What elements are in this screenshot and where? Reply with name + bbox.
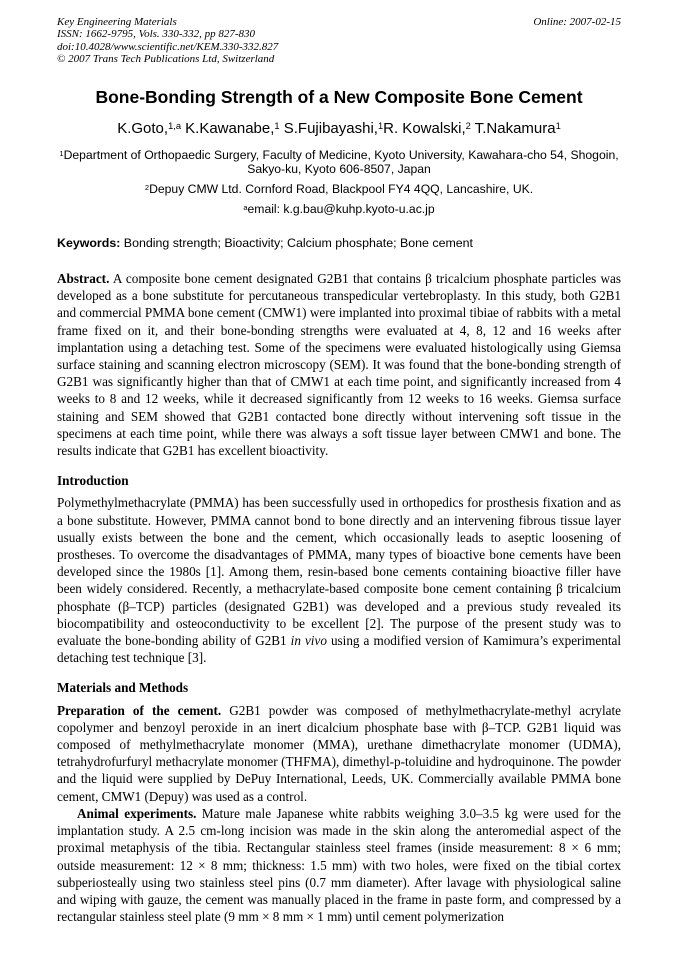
text-run: a [243, 202, 248, 212]
text-run: using a modified version of Kamimura’s experimental detaching test technique [3]. [57, 633, 621, 666]
text-run: S.Fujibayashi, [279, 120, 378, 138]
journal-name: Key Engineering Materials [57, 16, 177, 28]
text-run: 2 [465, 121, 471, 132]
text-run: 1 [377, 121, 384, 132]
text-run: Preparation of the cement. [57, 702, 222, 718]
text-run: A composite bone cement designated G2B1 that contains β tricalcium phosphate particles was developed as a bone substitute for percutaneous transpedicular vertebroplasty. In this study, both G2B1 and commercial PMMA bone cement (CMW1) were implanted into proximal tibiae of rabbits with a metal frame fixed on it, and their bone-bonding strengths were evaluated at 4, 8, 12 and 16 weeks after implantation using a detaching test. Some of the specimens were evaluated histologically using Giemsa surface staining and scanning electron microscopy (SEM). It was found that the bone-bonding strength of G2B1 was significantly higher than that of CMW1 at each time point, and significantly increased from 4 weeks to 8 and 12 weeks, while it decreased significantly from 12 weeks to 16 weeks. Giemsa surface staining and SEM showed that G2B1 contacted bone directly without intervening soft tissue in the specimens at each time point, while there was always a soft tissue layer between CMW1 and bone. The results indicate that G2B1 has excellent bioactivity. [57, 271, 621, 459]
affiliation-2 [57, 182, 621, 196]
affiliation-1 [57, 148, 621, 176]
paper-title: Bone-Bonding Strength of a New Composite Bone Cement [95, 87, 583, 108]
text-run: Animal experiments. [77, 805, 197, 821]
doi-line: doi:10.4028/www.scientific.net/KEM.330-332.827 [57, 40, 279, 53]
keywords-line [57, 236, 621, 251]
online-date: Online: 2007-02-15 [533, 16, 621, 28]
issn-line: ISSN: 1662-9795, Vols. 330-332, pp 827-830 [57, 28, 255, 41]
text-run: R. Kowalski, [383, 120, 466, 138]
section-heading-materials-and-methods: Materials and Methods [57, 680, 189, 696]
text-run: 1 [274, 121, 280, 132]
preparation-of-cement-paragraph [57, 702, 621, 805]
publication-info [57, 16, 278, 65]
text-run: Abstract. [57, 271, 110, 286]
email-line [57, 202, 621, 216]
text-run: 2 [144, 182, 150, 192]
text-run: Department of Orthopaedic Surgery, Faculty of Medicine, Kyoto University, Kawahara-cho 54, Shogoin, Sakyo-ku, Kyoto 606-8507, Japan [63, 148, 619, 177]
publication-header [57, 16, 621, 65]
text-run: in vivo [290, 633, 327, 649]
text-run: Mature male Japanese white rabbits weighing 3.0–3.5 kg were used for the implantation study. A 2.5 cm-long incision was made in the skin along the anteromedial aspect of the proximal metaphysis of the tibia. Rectangular stainless steel frames (inside measurement: 8 × 6 mm; outside measurement: 12 × 8 mm; thickness: 1.5 mm) with two holes, were fixed on the tibial cortex subperiosteally using two stainless steel pins (0.7 mm diameter). After lavage with physiological saline and wiping with gauze, the cement was manually placed in the frame in paste form, and compressed by a rectangular stainless steel plate (9 mm × 8 mm × 1 mm) until cement polymerization [57, 805, 621, 925]
abstract-paragraph [57, 270, 621, 459]
copyright-line: © 2007 Trans Tech Publications Ltd, Switzerland [57, 52, 275, 65]
authors-line [57, 120, 621, 139]
text-run: K.Goto, [117, 120, 169, 138]
text-run: T.Nakamura [470, 120, 556, 138]
text-run: G2B1 powder was composed of methylmethacrylate-methyl acrylate copolymer and benzoyl peroxide in an inert dicalcium phosphate base with β–TCP. G2B1 liquid was composed of methylmethacrylate monomer (MMA), urethane dimethacrylate monomer (UDMA), tetrahydrofurfuryl methacrylate monomer (THFMA), dimethyl-p-toluidine and hydroquinone. The powder and the liquid were supplied by DePuy International, Leeds, UK. Commercially available PMMA bone cement, CMW1 (Depuy) was used as a control. [57, 702, 621, 804]
text-run: 1 [555, 121, 561, 132]
text-run: email: k.g.bau@kuhp.kyoto-u.ac.jp [247, 202, 435, 217]
text-run: Bonding strength; Bioactivity; Calcium phosphate; Bone cement [120, 236, 474, 251]
animal-experiments-paragraph [57, 805, 621, 925]
text-run: K.Kawanabe, [181, 120, 275, 138]
text-run: Depuy CMW Ltd. Cornford Road, Blackpool FY4 4QQ, Lancashire, UK. [149, 182, 534, 197]
section-heading-introduction: Introduction [57, 473, 129, 489]
text-run: 1,a [168, 121, 181, 132]
introduction-paragraph [57, 494, 621, 666]
text-run: Polymethylmethacrylate (PMMA) has been successfully used in orthopedics for prosthesis fixation and as a bone substitute. However, PMMA cannot bond to bone directly and an intervening fibrous tissue layer usually exists between the bone and the cement, which occasionally leads to aseptic loosening of prostheses. To overcome the disadvantages of PMMA, many types of bioactive bone cements have been developed since the 1980s [1]. Among them, resin-based bone cements containing bioactive filler have been widely considered. Recently, a methacrylate-based composite bone cement containing β tricalcium phosphate (β–TCP) particles (designated G2B1) was developed and a previous study revealed its biocompatibility and osteoconductivity to be excellent [2]. The purpose of the present study was to evaluate the bone-bonding ability of G2B1 [57, 495, 621, 649]
text-run: 1 [59, 148, 64, 158]
text-run: Keywords: [57, 236, 121, 251]
